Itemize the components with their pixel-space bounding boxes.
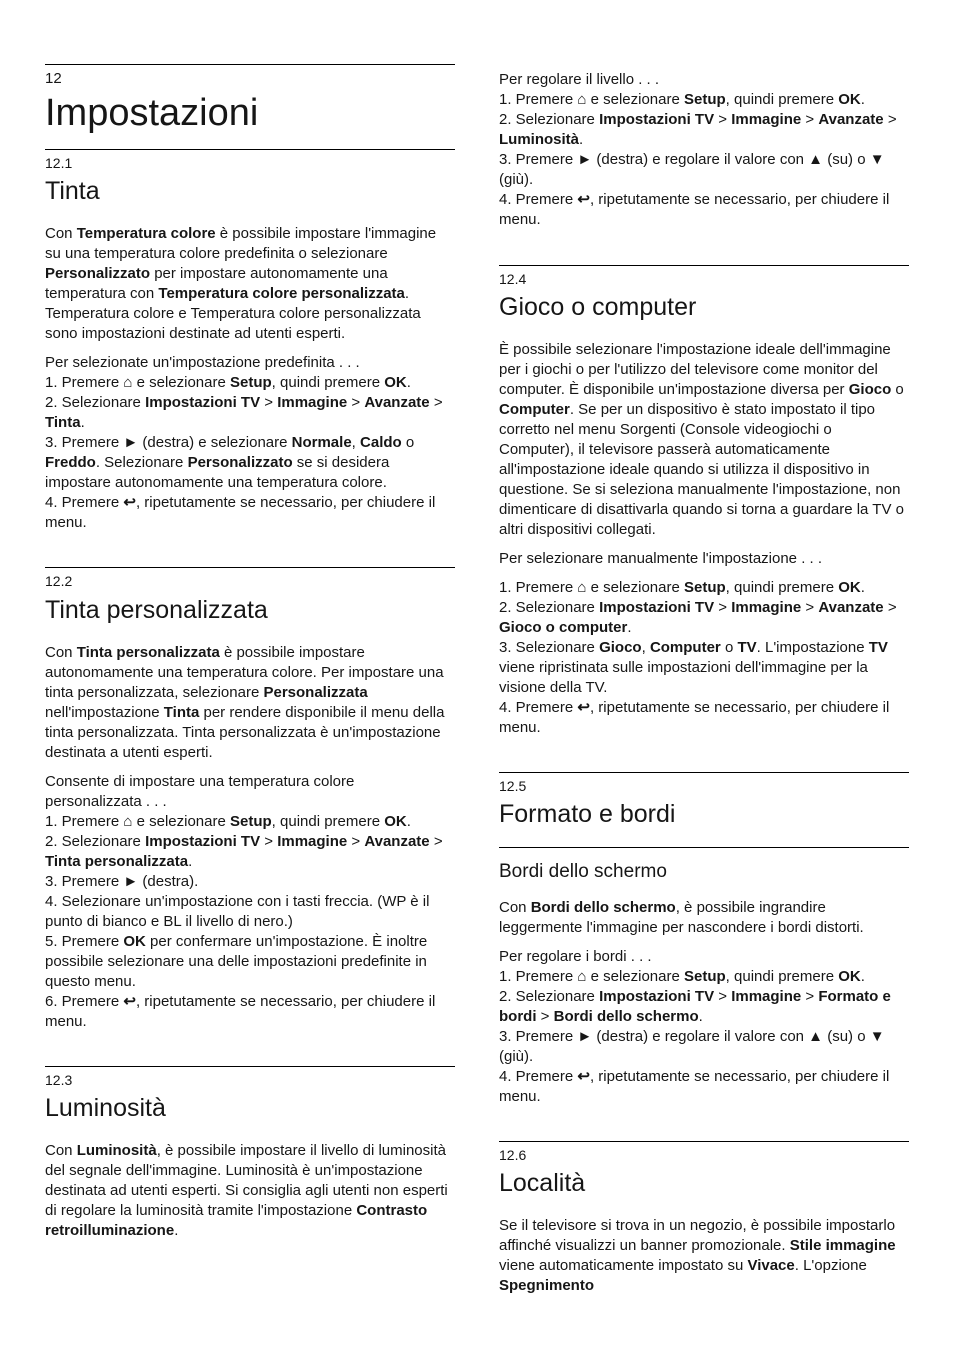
procedure-step: 2. Selezionare Impostazioni TV > Immagine > Avanzate > Luminosità. — [499, 111, 897, 148]
section-12-1-tinta — [45, 149, 455, 533]
subsection-divider — [499, 847, 909, 848]
arrow-up-icon: ▲ — [808, 151, 824, 168]
procedure-list — [45, 353, 455, 533]
procedure-step: 1. Premere ⌂ e selezionare Setup, quindi premere OK. — [499, 968, 865, 986]
procedure-step: 4. Premere ↩, ripetutamente se necessario, per chiudere il menu. — [45, 494, 436, 532]
arrow-right-icon: ► — [577, 1028, 593, 1046]
procedure-step: 5. Premere OK per confermare un'impostazione. È inoltre possibile selezionare una delle impostazioni predefinite in questo menu. — [45, 932, 428, 990]
back-icon: ↩ — [577, 191, 590, 208]
section-title: Località — [499, 1169, 586, 1198]
home-icon: ⌂ — [577, 91, 587, 108]
procedure-step: 6. Premere ↩, ripetutamente se necessario, per chiudere il menu. — [45, 992, 436, 1030]
paragraph: Con Luminosità, è possibile impostare il livello di luminosità del segnale dell'immagine. Luminosità è un'impostazione destinata ad utenti esperti. Si consiglia agli utenti non esperti di regolare la luminosità tramite l'impostazione Contrasto retroilluminazione. — [45, 1141, 448, 1239]
section-title: Tinta personalizzata — [45, 595, 268, 624]
paragraph: Con Temperatura colore è possibile impostare l'immagine su una temperatura colore predefinita o selezionare Personalizzato per impostare autonomamente una temperatura con Temperatura colore personalizzata. Temperatura colore e Temperatura colore personalizzata sono impostazioni destinate ad utenti esperti. — [45, 225, 437, 343]
section-12-4-gioco-o-computer — [499, 265, 909, 738]
chapter-header — [45, 64, 455, 134]
arrow-right-icon: ► — [577, 151, 593, 168]
procedure-step: 2. Selezionare Impostazioni TV > Immagine > Avanzate > Tinta personalizzata. — [45, 832, 443, 870]
section-heading — [499, 772, 909, 829]
procedure-intro: Per regolare il livello . . . — [499, 71, 660, 88]
procedure-intro: Consente di impostare una temperatura colore personalizzata . . . — [45, 772, 355, 810]
section-number: 12.4 — [499, 271, 527, 287]
paragraph: È possibile selezionare l'impostazione ideale dell'immagine per i giochi o per l'utilizzo del televisore come monitor del computer. È disponibile un'impostazione diversa per Gioco o Computer. Se per un dispositivo è stato impostato il tipo corretto nel menu Sorgenti (Console videogiochi o Computer), il televisore passerà automaticamente all'impostazione ideale quando si utilizza il dispositivo in questione. Se si seleziona manualmente l'impostazione, non dimenticare di disattivarla quando si torna a guardare la TV o altri dispositivi collegati. — [499, 341, 904, 539]
procedure-intro: Per selezionate un'impostazione predefinita . . . — [45, 354, 360, 372]
section-12-3-luminosita — [45, 1066, 455, 1241]
back-icon: ↩ — [123, 992, 136, 1010]
subsection-title: Bordi dello schermo — [499, 861, 667, 883]
paragraph: Con Bordi dello schermo, è possibile ingrandire leggermente l'immagine per nascondere i bordi distorti. — [499, 899, 864, 937]
section-number: 12.3 — [45, 1071, 73, 1088]
arrow-right-icon: ► — [123, 872, 139, 890]
section-12-5-formato-e-bordi — [499, 772, 909, 1107]
section-heading — [499, 265, 909, 322]
left-column — [45, 64, 455, 1330]
section-title: Luminosità — [45, 1093, 166, 1122]
back-icon: ↩ — [123, 494, 136, 512]
arrow-right-icon: ► — [123, 434, 139, 452]
back-icon: ↩ — [577, 699, 590, 717]
procedure-step: 1. Premere ⌂ e selezionare Setup, quindi premere OK. — [499, 91, 865, 108]
back-icon: ↩ — [577, 1068, 590, 1086]
section-title: Gioco o computer — [499, 293, 697, 322]
arrow-up-icon: ▲ — [808, 1028, 824, 1046]
procedure-step: 2. Selezionare Impostazioni TV > Immagine > Avanzate > Gioco o computer. — [499, 599, 897, 637]
procedure-step: 3. Premere ► (destra). — [45, 872, 199, 890]
procedure-intro: Per selezionare manualmente l'impostazione . . . — [499, 550, 823, 568]
procedure-step: 3. Selezionare Gioco, Computer o TV. L'impostazione TV viene ripristinata sulle impostazioni dell'immagine per la visione della TV. — [499, 639, 888, 697]
paragraph: Se il televisore si trova in un negozio, è possibile impostarlo affinché visualizzi un banner promozionale. Stile immagine viene automaticamente impostato su Vivace. L'opzione Spegnimento — [499, 1217, 896, 1295]
home-icon: ⌂ — [123, 812, 133, 830]
procedure-step: 1. Premere ⌂ e selezionare Setup, quindi premere OK. — [45, 374, 411, 392]
procedure-step: 1. Premere ⌂ e selezionare Setup, quindi premere OK. — [499, 579, 865, 597]
section-title: Formato e bordi — [499, 800, 676, 829]
arrow-down-icon: ▼ — [869, 151, 885, 168]
procedure-list — [499, 578, 909, 738]
procedure-step: 4. Premere ↩, ripetutamente se necessario, per chiudere il menu. — [499, 699, 890, 737]
procedure-step: 2. Selezionare Impostazioni TV > Immagine > Avanzate > Tinta. — [45, 394, 443, 432]
section-heading — [45, 567, 455, 624]
chapter-number: 12 — [45, 70, 62, 87]
right-column — [499, 64, 909, 1330]
procedure-step: 3. Premere ► (destra) e regolare il valore con ▲ (su) o ▼ (giù). — [499, 1028, 885, 1066]
procedure-step: 2. Selezionare Impostazioni TV > Immagine > Formato e bordi > Bordi dello schermo. — [499, 988, 891, 1026]
home-icon: ⌂ — [123, 374, 133, 392]
section-number: 12.6 — [499, 1147, 527, 1164]
section-heading — [45, 149, 455, 206]
section-heading — [45, 1066, 455, 1123]
home-icon: ⌂ — [577, 579, 587, 597]
section-heading — [499, 1141, 909, 1198]
home-icon: ⌂ — [577, 968, 587, 986]
procedure-step: 4. Premere ↩, ripetutamente se necessario, per chiudere il menu. — [499, 191, 890, 228]
procedure-step: 3. Premere ► (destra) e selezionare Normale, Caldo o Freddo. Selezionare Personalizzato se si desidera impostare autonomamente una temperatura colore. — [45, 434, 415, 492]
section-12-3-continuation — [499, 64, 909, 230]
section-12-2-tinta-personalizzata — [45, 567, 455, 1031]
section-title: Tinta — [45, 177, 100, 206]
section-number: 12.2 — [45, 573, 73, 590]
arrow-down-icon: ▼ — [869, 1028, 885, 1046]
procedure-intro: Per regolare i bordi . . . — [499, 948, 652, 966]
section-number: 12.1 — [45, 155, 73, 172]
procedure-step: 4. Premere ↩, ripetutamente se necessario, per chiudere il menu. — [499, 1068, 890, 1106]
paragraph: Con Tinta personalizzata è possibile impostare autonomamente una temperatura colore. Per impostare una tinta personalizzata, selezionare Personalizzata nell'impostazione Tinta per rendere disponibile il menu della tinta personalizzata. Tinta personalizzata è un'impostazione destinata a utenti esperti. — [45, 643, 445, 761]
procedure-step: 4. Selezionare un'impostazione con i tasti freccia. (WP è il punto di bianco e BL il livello di nero.) — [45, 892, 430, 930]
section-number: 12.5 — [499, 778, 527, 795]
chapter-title: Impostazioni — [45, 91, 259, 134]
procedure-list — [45, 772, 455, 1032]
procedure-step: 3. Premere ► (destra) e regolare il valore con ▲ (su) o ▼ (giù). — [499, 151, 885, 188]
procedure-step: 1. Premere ⌂ e selezionare Setup, quindi premere OK. — [45, 812, 411, 830]
section-12-6-localita — [499, 1141, 909, 1296]
procedure-list — [499, 947, 909, 1107]
